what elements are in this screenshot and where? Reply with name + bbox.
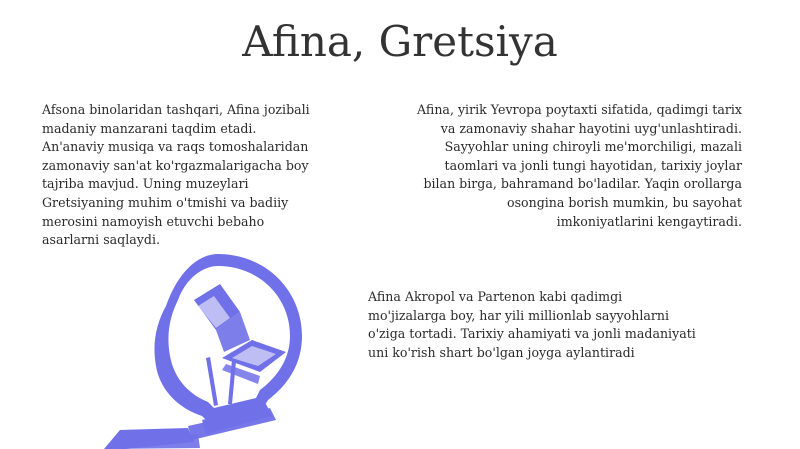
paragraph-culture: Afsona binolaridan tashqari, Afina jozibali madaniy manzarani taqdim etadi. An'anaviy musiqa va raqs tomoshalaridan zamonaviy san'at ko'rgazmalarigacha boy tajriba mavjud. Uning muzeylari Gretsiyaning muhim o'tmishi va badiiy merosini namoyish etuvchi bebaho asarlarni saqlaydi.	[42, 102, 310, 248]
lightbulb-book-icon	[90, 248, 310, 449]
paragraph-capital: Afina, yirik Yevropa poytaxti sifatida, qadimgi tarix va zamonaviy shahar hayotini uyg'unlashtiradi. Sayyohlar uning chiroyli me'morchiligi, mazali taomlari va jonli tungi hayotidan, tarixiy joylar bilan birga, bahramand bo'ladilar. Yaqin orollarga osongina borish mumkin, bu sayohat imkoniyatlarini kengaytiradi.	[417, 102, 742, 229]
paragraph-acropolis: Afina Akropol va Partenon kabi qadimgi mo'jizalarga boy, har yili millionlab sayyohlarni o'ziga tortadi. Tarixiy ahamiyati va jonli madaniyati uni ko'rish shart bo'lgan joyga aylantiradi	[368, 289, 696, 360]
page-title: Afina, Gretsiya	[242, 17, 558, 66]
